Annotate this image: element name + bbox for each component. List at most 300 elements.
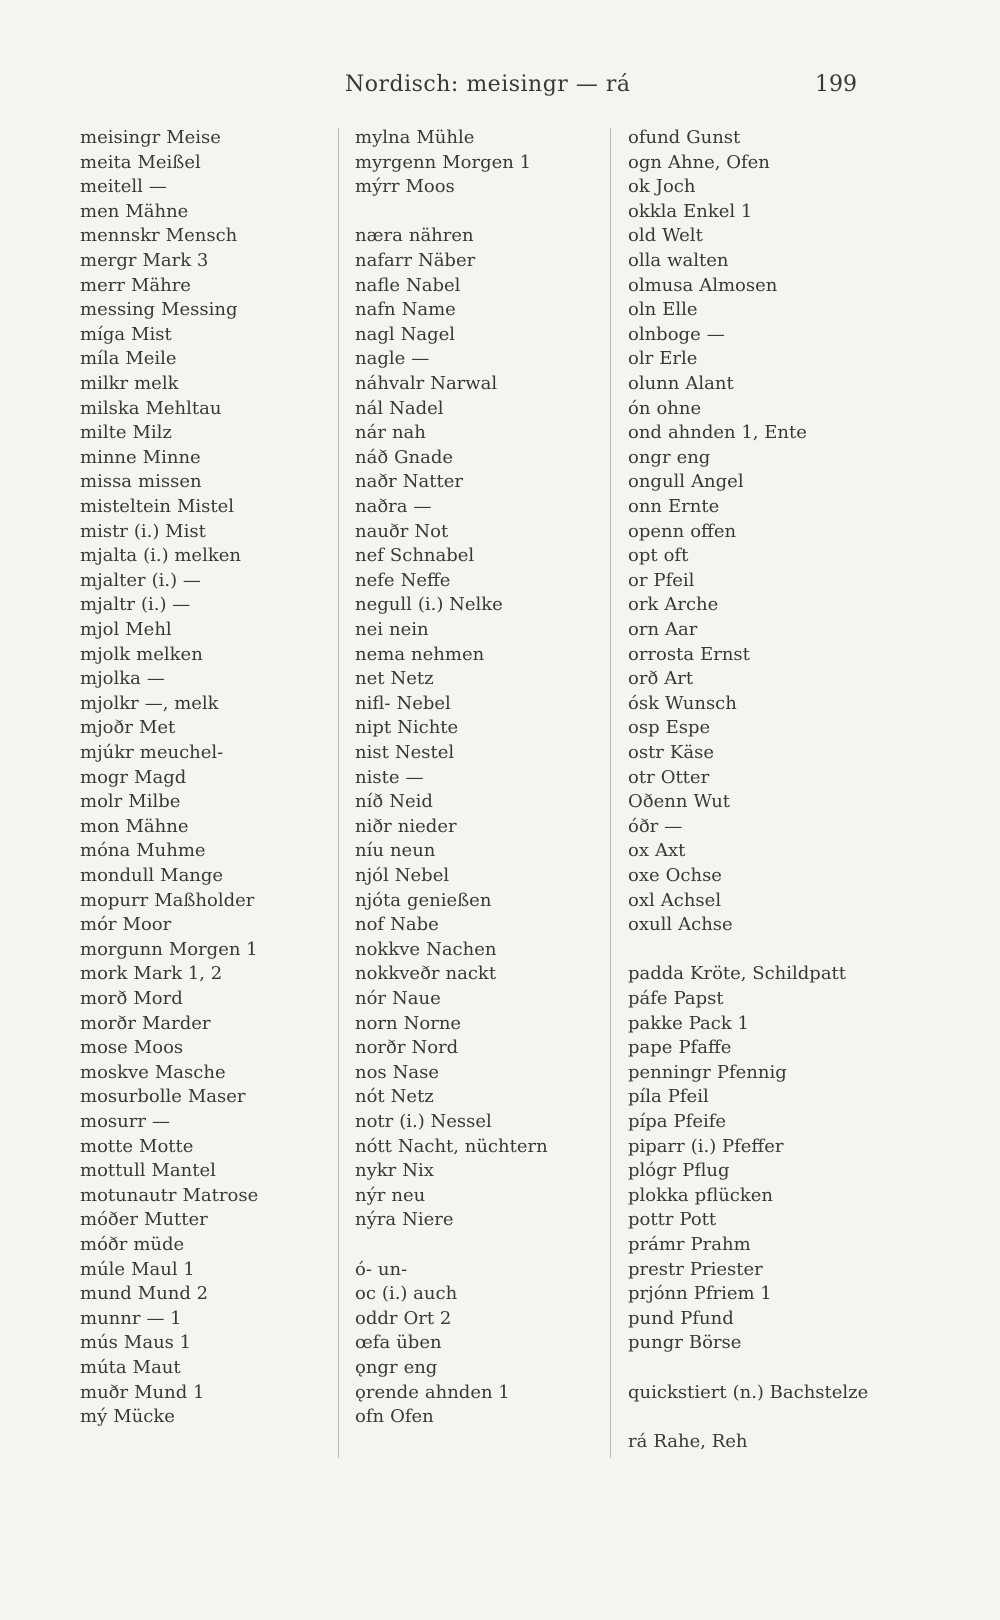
gloss: offen xyxy=(690,520,737,542)
headword: nos xyxy=(355,1061,387,1083)
dictionary-entry xyxy=(628,569,694,593)
gloss: Börse xyxy=(688,1332,742,1354)
headword: rá xyxy=(628,1430,648,1452)
headword: pund xyxy=(628,1307,675,1329)
gloss: Mark 1, 2 xyxy=(133,963,223,985)
gloss: Pfriem 1 xyxy=(693,1283,772,1305)
gloss: Nord xyxy=(411,1037,459,1059)
dictionary-entry xyxy=(80,889,254,913)
dictionary-entry xyxy=(80,1208,208,1232)
gloss: Meißel xyxy=(137,151,201,173)
gloss: Joch xyxy=(655,176,696,198)
gloss: Pfennig xyxy=(716,1061,787,1083)
gloss: nah xyxy=(391,422,426,444)
gloss: Otter xyxy=(660,766,710,788)
headword: moskve xyxy=(80,1061,149,1083)
headword: nef xyxy=(355,545,384,567)
headword: olla xyxy=(628,250,662,271)
headword: ósk xyxy=(628,692,659,714)
headword: naðra xyxy=(355,496,408,517)
gloss: Nase xyxy=(392,1061,440,1083)
dictionary-entry xyxy=(355,1110,492,1134)
headword: notr xyxy=(355,1111,394,1132)
dictionary-entry xyxy=(355,421,426,445)
gloss: Pfund xyxy=(680,1307,734,1329)
gloss: Angel xyxy=(691,471,744,493)
gloss: nehmen xyxy=(411,643,485,665)
dictionary-entry xyxy=(628,1208,716,1232)
dictionary-entry xyxy=(355,1331,442,1355)
dictionary-entry xyxy=(80,569,201,593)
dictionary-entry xyxy=(355,1356,437,1380)
page-header xyxy=(0,72,1000,112)
dictionary-entry xyxy=(355,1012,461,1036)
headword: myrgenn xyxy=(355,151,437,173)
gloss: — xyxy=(151,1111,170,1132)
gloss: Käse xyxy=(669,742,714,763)
gloss: Motte xyxy=(139,1135,194,1157)
gloss: müde xyxy=(133,1234,185,1255)
gloss: Moos xyxy=(405,176,455,198)
gloss: Achsel xyxy=(660,889,722,911)
gloss: Mist xyxy=(131,323,172,345)
headword: pungr xyxy=(628,1332,683,1354)
gloss: Ernte xyxy=(668,496,720,517)
headword: náhvalr xyxy=(355,373,425,394)
headword: mogr xyxy=(80,766,129,788)
headword: mergr xyxy=(80,250,137,271)
dictionary-entry xyxy=(628,593,718,617)
dictionary-entry xyxy=(80,323,172,347)
dictionary-entry xyxy=(628,643,750,667)
dictionary-entry xyxy=(355,643,484,667)
dictionary-entry xyxy=(80,1258,195,1282)
gloss: Aar xyxy=(665,619,698,640)
gloss: (i.) auch xyxy=(381,1283,458,1305)
headword: morðr xyxy=(80,1012,136,1034)
headword: misteltein xyxy=(80,496,171,517)
headword: nokkveðr xyxy=(355,963,440,985)
gloss: Arche xyxy=(664,594,719,616)
dictionary-entry xyxy=(355,1307,451,1331)
dictionary-entry xyxy=(355,397,444,421)
dictionary-entry xyxy=(80,938,258,962)
headword: njóta xyxy=(355,889,401,911)
headword: oddr xyxy=(355,1307,398,1329)
gloss: Mund 2 xyxy=(137,1283,209,1305)
headword: prámr xyxy=(628,1234,685,1255)
dictionary-entry xyxy=(80,618,172,642)
gloss: Norne xyxy=(403,1012,462,1034)
gloss: —, melk xyxy=(144,692,219,714)
gloss: Mistel xyxy=(176,496,235,517)
dictionary-entry xyxy=(355,1085,434,1109)
headword: nýra xyxy=(355,1209,397,1231)
headword: mosurbolle xyxy=(80,1086,182,1108)
dictionary-entry xyxy=(628,716,710,740)
dictionary-entry xyxy=(355,1135,548,1159)
gloss: ahnden 1, Ente xyxy=(667,422,807,444)
dictionary-entry xyxy=(628,347,697,371)
headword: pottr xyxy=(628,1209,674,1231)
headword: quickstiert xyxy=(628,1381,727,1403)
gloss: Ofen xyxy=(390,1406,434,1428)
dictionary-entry xyxy=(628,692,737,716)
headword: net xyxy=(355,668,385,690)
headword: nagl xyxy=(355,323,395,345)
headword: ǫngr xyxy=(355,1357,398,1378)
dictionary-entry xyxy=(355,470,463,494)
dictionary-entry xyxy=(355,766,423,790)
dictionary-entry xyxy=(628,175,695,199)
dictionary-entry xyxy=(355,520,448,544)
gloss: Ochse xyxy=(665,865,722,886)
gloss: Masche xyxy=(154,1061,226,1083)
dictionary-entry xyxy=(628,1381,868,1405)
dictionary-entry xyxy=(355,175,455,199)
headword: niðr xyxy=(355,815,392,837)
dictionary-entry xyxy=(628,397,701,421)
headword: móðr xyxy=(80,1234,128,1255)
headword: nist xyxy=(355,742,389,763)
gloss: — xyxy=(664,815,683,837)
dictionary-entry xyxy=(80,224,237,248)
gloss: Erle xyxy=(659,348,698,370)
gloss: Mähne xyxy=(125,200,189,222)
headword: nafle xyxy=(355,274,400,296)
dictionary-entry xyxy=(628,470,744,494)
headword: ostr xyxy=(628,742,664,763)
headword: nafarr xyxy=(355,250,412,271)
gloss: eng xyxy=(676,446,711,468)
headword: mjol xyxy=(80,619,120,640)
dictionary-entry xyxy=(80,716,175,740)
gloss: Morgen 1 xyxy=(442,151,532,173)
dictionary-entry xyxy=(628,1110,726,1134)
headword: oln xyxy=(628,299,657,321)
dictionary-entry xyxy=(80,987,183,1011)
dictionary-entry xyxy=(628,1233,751,1257)
dictionary-entry xyxy=(80,815,189,839)
headword: nokkve xyxy=(355,938,421,960)
gloss: Mantel xyxy=(151,1160,216,1182)
headword: mottull xyxy=(80,1160,146,1182)
headword: milska xyxy=(80,397,140,419)
headword: mjalter xyxy=(80,569,146,591)
gloss: Magd xyxy=(134,766,187,788)
gloss: melk xyxy=(134,373,179,394)
column-divider xyxy=(338,128,339,1458)
gloss: Not xyxy=(414,520,449,542)
headword: mopurr xyxy=(80,889,149,911)
gloss: Meise xyxy=(166,127,221,148)
headword: mjalta xyxy=(80,545,138,567)
dictionary-entry xyxy=(80,495,234,519)
headword: nauðr xyxy=(355,520,409,542)
dictionary-entry xyxy=(355,249,475,273)
headword: mjolkr xyxy=(80,692,139,714)
gloss: (i.) — xyxy=(140,594,191,616)
dictionary-entry xyxy=(355,815,457,839)
headword: ond xyxy=(628,422,662,444)
column-divider xyxy=(610,128,611,1458)
dictionary-entry xyxy=(80,1381,204,1405)
gloss: Papst xyxy=(673,988,724,1009)
headword: nifl- xyxy=(355,692,391,714)
headword: meisingr xyxy=(80,127,161,148)
dictionary-entry xyxy=(628,889,721,913)
gloss: Natter xyxy=(402,471,463,493)
dictionary-entry xyxy=(628,298,698,322)
gloss: Mord xyxy=(133,988,183,1009)
dictionary-entry xyxy=(628,839,685,863)
dictionary-entry xyxy=(80,249,208,273)
headword: múta xyxy=(80,1357,127,1378)
dictionary-entry xyxy=(628,766,709,790)
dictionary-entry xyxy=(80,544,241,568)
dictionary-entry xyxy=(80,1159,216,1183)
dictionary-entry xyxy=(355,864,449,888)
gloss: Gunst xyxy=(686,127,741,148)
gloss: — xyxy=(413,496,432,517)
headword: nafn xyxy=(355,299,396,321)
headword: mund xyxy=(80,1283,132,1305)
dictionary-entry xyxy=(628,618,697,642)
headword: nema xyxy=(355,643,406,665)
gloss: Maus 1 xyxy=(123,1332,192,1354)
dictionary-entry xyxy=(80,372,178,396)
headword: nýr xyxy=(355,1184,386,1206)
gloss: Mutter xyxy=(144,1209,208,1231)
gloss: — 1 xyxy=(146,1307,182,1329)
gloss: missen xyxy=(138,471,202,493)
headword: mose xyxy=(80,1037,128,1059)
headword: prestr xyxy=(628,1258,684,1280)
headword: norn xyxy=(355,1012,398,1034)
headword: mon xyxy=(80,815,120,837)
dictionary-entry xyxy=(80,1307,182,1331)
gloss: genießen xyxy=(406,889,492,911)
gloss: Prahm xyxy=(690,1234,751,1255)
gloss: Nabel xyxy=(405,274,461,296)
gloss: (i.) melken xyxy=(143,545,241,567)
dictionary-entry xyxy=(355,962,496,986)
headword: ǫrende xyxy=(355,1381,419,1403)
dictionary-entry xyxy=(628,1012,749,1036)
dictionary-entry xyxy=(355,347,429,371)
gloss: Milz xyxy=(132,422,172,444)
dictionary-entry xyxy=(628,1085,709,1109)
dictionary-entry xyxy=(628,1184,773,1208)
gloss: Mensch xyxy=(165,225,238,247)
dictionary-entry xyxy=(628,1430,748,1454)
gloss: Kröte, Schildpatt xyxy=(690,963,847,985)
headword: mjoðr xyxy=(80,717,133,739)
dictionary-entry xyxy=(628,987,724,1011)
headword: ork xyxy=(628,594,659,616)
dictionary-entry xyxy=(628,126,740,150)
gloss: Priester xyxy=(689,1258,763,1280)
headword: níu xyxy=(355,840,384,862)
headword: mennskr xyxy=(80,225,160,247)
dictionary-entry xyxy=(80,1135,193,1159)
gloss: Ernst xyxy=(700,643,750,665)
dictionary-entry xyxy=(355,618,429,642)
headword: missa xyxy=(80,471,133,493)
dictionary-entry xyxy=(80,643,203,667)
dictionary-entry xyxy=(355,790,433,814)
gloss: Enkel 1 xyxy=(683,200,753,222)
headword: orð xyxy=(628,668,659,690)
headword: norðr xyxy=(355,1037,406,1059)
headword: næra xyxy=(355,225,403,247)
headword: mistr xyxy=(80,520,128,542)
gloss: Mähre xyxy=(130,274,191,296)
headword: milkr xyxy=(80,373,129,394)
gloss: Mühle xyxy=(416,127,475,148)
dictionary-entry xyxy=(80,1012,211,1036)
headword: píla xyxy=(628,1086,662,1108)
dictionary-entry xyxy=(628,1135,783,1159)
headword: oxe xyxy=(628,865,660,886)
dictionary-entry xyxy=(355,569,450,593)
headword: móðer xyxy=(80,1209,138,1231)
dictionary-entry xyxy=(628,1159,729,1183)
dictionary-entry xyxy=(355,323,455,347)
headword: míga xyxy=(80,323,126,345)
dictionary-entry xyxy=(80,520,206,544)
gloss: Maßholder xyxy=(154,889,255,911)
dictionary-entry xyxy=(355,938,496,962)
headword: olnboge xyxy=(628,323,701,345)
headword: mór xyxy=(80,914,117,936)
gloss: Niere xyxy=(402,1209,454,1231)
headword: páfe xyxy=(628,988,668,1009)
dictionary-entry xyxy=(355,1208,454,1232)
dictionary-entry xyxy=(80,1085,246,1109)
gloss: — xyxy=(411,348,430,370)
dictionary-entry xyxy=(355,839,435,863)
dictionary-entry xyxy=(80,175,167,199)
dictionary-entry xyxy=(80,1036,183,1060)
headword: nál xyxy=(355,397,384,419)
headword: ofn xyxy=(355,1406,385,1428)
gloss: Meile xyxy=(125,348,177,370)
dictionary-entry xyxy=(628,815,682,839)
gloss: Moor xyxy=(122,914,172,936)
gloss: (i.) Nelke xyxy=(417,594,503,616)
headword: old xyxy=(628,225,657,247)
headword: ongull xyxy=(628,471,686,493)
headword: piparr xyxy=(628,1135,685,1157)
gloss: Näber xyxy=(417,250,476,271)
headword: osp xyxy=(628,717,660,739)
gloss: (i.) Mist xyxy=(133,520,206,542)
dictionary-entry xyxy=(355,987,441,1011)
gloss: Moos xyxy=(133,1037,184,1059)
gloss: un- xyxy=(377,1258,408,1280)
gloss: — xyxy=(706,323,725,345)
gloss: ahnden 1 xyxy=(424,1381,510,1403)
headword: mjaltr xyxy=(80,594,135,616)
gloss: Neffe xyxy=(400,569,451,591)
headword: mý xyxy=(80,1406,108,1428)
dictionary-entry xyxy=(80,274,191,298)
headword: oxull xyxy=(628,914,673,936)
gloss: Gnade xyxy=(394,446,454,468)
gloss: Elle xyxy=(662,299,698,321)
headword: ongr xyxy=(628,446,671,468)
gloss: Mark 3 xyxy=(142,250,209,271)
dictionary-entry xyxy=(355,667,434,691)
gloss: Pack 1 xyxy=(688,1012,749,1034)
gloss: Minne xyxy=(142,446,201,468)
dictionary-entry xyxy=(80,446,201,470)
headword: oxl xyxy=(628,889,655,911)
headword: openn xyxy=(628,520,685,542)
gloss: — xyxy=(146,668,165,690)
gloss: Nadel xyxy=(389,397,444,419)
gloss: eng xyxy=(403,1357,438,1378)
gloss: Neid xyxy=(389,791,433,813)
gloss: üben xyxy=(396,1332,442,1354)
dictionary-entry xyxy=(80,1405,175,1429)
headword: morð xyxy=(80,988,128,1009)
gloss: nähren xyxy=(408,225,474,247)
headword: Oðenn xyxy=(628,791,688,813)
dictionary-entry xyxy=(80,766,186,790)
dictionary-entry xyxy=(355,544,474,568)
dictionary-entry xyxy=(355,372,497,396)
headword: nipt xyxy=(355,717,392,739)
dictionary-entry xyxy=(355,126,474,150)
gloss: Alant xyxy=(685,373,734,394)
dictionary-entry xyxy=(80,692,219,716)
gloss: Pfaffe xyxy=(678,1037,732,1059)
dictionary-entry xyxy=(355,913,439,937)
gloss: Rahe, Reh xyxy=(653,1430,748,1452)
gloss: Mehl xyxy=(125,619,172,640)
gloss: Messing xyxy=(161,299,238,321)
gloss: Axt xyxy=(655,840,686,862)
dictionary-entry xyxy=(80,1110,170,1134)
gloss: Nachen xyxy=(426,938,497,960)
headword: mýrr xyxy=(355,176,400,198)
dictionary-entry xyxy=(80,790,180,814)
dictionary-entry xyxy=(355,1405,434,1429)
headword: opt xyxy=(628,545,658,567)
gloss: Nebel xyxy=(394,865,450,886)
headword: nótt xyxy=(355,1135,392,1157)
dictionary-entry xyxy=(355,593,503,617)
headword: prjónn xyxy=(628,1283,688,1305)
dictionary-entry xyxy=(80,397,221,421)
gloss: Espe xyxy=(665,717,711,739)
headword: muðr xyxy=(80,1381,129,1403)
gloss: Nabe xyxy=(390,914,439,936)
headword: penningr xyxy=(628,1061,711,1083)
dictionary-entry xyxy=(80,593,190,617)
dictionary-entry xyxy=(628,962,846,986)
gloss: meuchel- xyxy=(139,742,224,763)
gloss: Wut xyxy=(693,791,731,813)
gloss: Schnabel xyxy=(389,545,475,567)
dictionary-entry xyxy=(355,446,453,470)
dictionary-entry xyxy=(628,249,728,273)
headword: mús xyxy=(80,1332,118,1354)
headword: morgunn xyxy=(80,938,163,960)
headword: olmusa xyxy=(628,274,694,296)
